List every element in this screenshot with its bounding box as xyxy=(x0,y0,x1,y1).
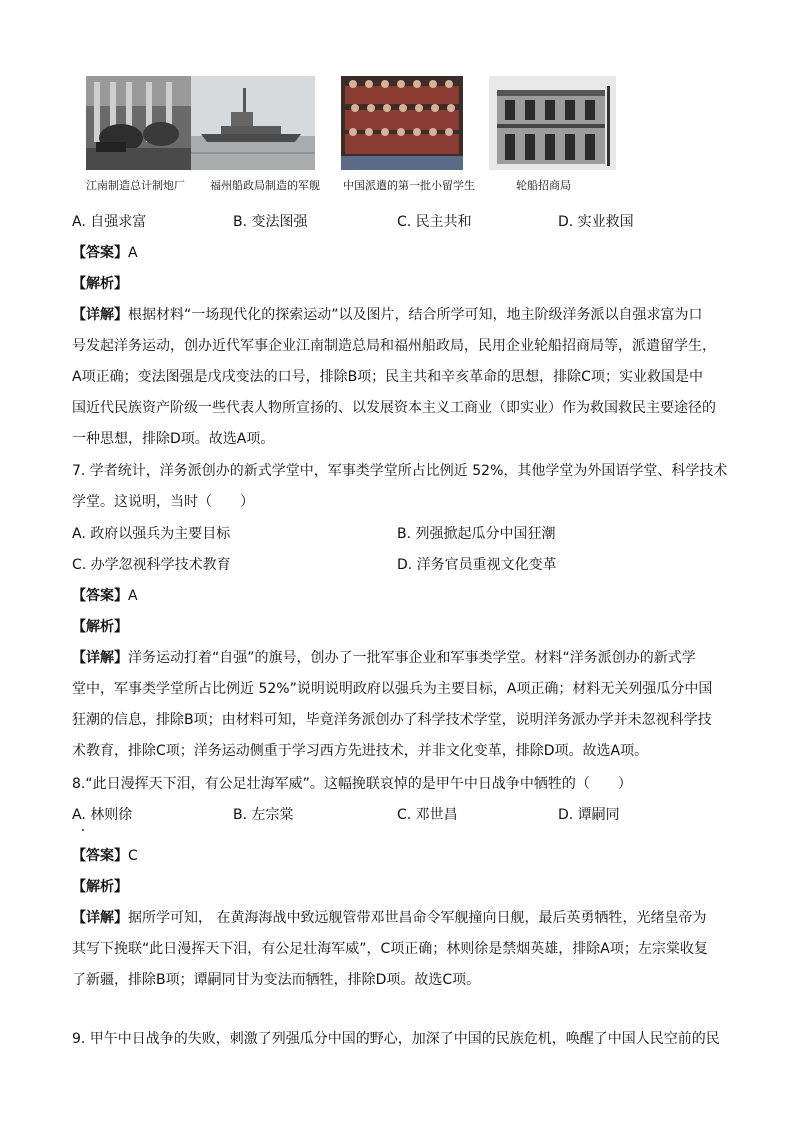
q6-detail-line-3: A项正确；变法图强是戊戌变法的口号，排除B项；民主共和辛亥革命的思想，排除C项；实业救国是中 xyxy=(72,369,703,385)
q7-answer-value: A xyxy=(128,588,138,604)
photo-caption-1: 江南制造总计制炮厂 xyxy=(86,179,185,192)
photo-first-students xyxy=(341,76,463,170)
q7-detail-line-4: 术教育，排除C项；洋务运动侧重于学习西方先进技术，并非文化变革，排除D项。故选A项。 xyxy=(72,743,649,759)
q6-detail-text-1: 根据材料“一场现代化的探索运动”以及图片，结合所学可知，地主阶级洋务派以自强求富为口 xyxy=(128,307,703,323)
q7-detail-line-1 xyxy=(72,643,724,674)
q6-detail-tag: 【详解】 xyxy=(72,307,128,323)
q7-stem-line-2: 学堂。这说明，当时（ ） xyxy=(72,494,254,510)
q7-detail-line-2: 堂中，军事类学堂所占比例近 52%”说明说明政府以强兵为主要目标，A项正确；材料无关列强瓜分中国 xyxy=(72,681,713,697)
q8-analysis-tag: 【解析】 xyxy=(72,879,128,895)
q8-detail-line-1 xyxy=(72,903,724,934)
q6-answer-tag: 【答案】 xyxy=(72,245,128,261)
q8-detail-line-3: 了新疆，排除B项；谭嗣同甘为变法而牺牲，排除D项。故选C项。 xyxy=(72,972,481,988)
q7-detail-line-3: 狂潮的信息，排除B项；由材料可知，毕竟洋务派创办了科学技术学堂，说明洋务派办学并未忽视科学技 xyxy=(72,712,712,728)
photo-caption-3: 中国派遣的第一批小留学生 xyxy=(343,179,475,192)
q7-analysis-tag: 【解析】 xyxy=(72,619,128,635)
q7-stem-line-1: 7. 学者统计，洋务派创办的新式学堂中，军事类学堂所占比例近 52%，其他学堂为外国语学堂、科学技术 xyxy=(72,463,728,479)
q6-answer-value: A xyxy=(128,245,138,261)
q6-option-c: C. 民主共和 xyxy=(397,214,472,230)
q7-option-d: D. 洋务官员重视文化变革 xyxy=(397,557,557,573)
q7-detail-text-1: 洋务运动打着“自强”的旗号，创办了一批军事企业和军事类学堂。材料“洋务派创办的新式学 xyxy=(128,650,696,666)
q7-answer xyxy=(72,586,138,606)
photo-china-merchants-building xyxy=(489,76,616,170)
q7-answer-tag: 【答案】 xyxy=(72,588,128,604)
q8-option-b: B. 左宗棠 xyxy=(233,807,294,823)
q8-stem: 8.“此日漫挥天下泪，有公足壮海军威”。这幅挽联哀悼的是甲午中日战争中牺牲的（ ） xyxy=(72,776,632,792)
stray-dot xyxy=(82,829,84,831)
q8-option-d: D. 谭嗣同 xyxy=(558,807,620,823)
q8-detail xyxy=(72,903,724,996)
q8-answer-value: C xyxy=(128,848,138,864)
q6-detail-line-2: 号发起洋务运动，创办近代军事企业江南制造总局和福州船政局，民用企业轮船招商局等，派遣留学生， xyxy=(72,338,716,354)
q8-option-c: C. 邓世昌 xyxy=(397,807,458,823)
q6-option-b: B. 变法图强 xyxy=(233,214,308,230)
q8-answer-tag: 【答案】 xyxy=(72,848,128,864)
q8-detail-text-1: 据所学可知， 在黄海海战中致远舰管带邓世昌命令军舰撞向日舰，最后英勇牺牲，光绪皇帝为 xyxy=(128,910,707,926)
q8-detail-line-2: 其写下挽联“此日漫挥天下泪，有公足壮海军威”，C项正确；林则徐是禁烟英雄，排除A项；左宗棠收复 xyxy=(72,941,708,957)
q8-detail-tag: 【详解】 xyxy=(72,910,128,926)
q6-detail xyxy=(72,300,724,455)
q6-analysis-tag: 【解析】 xyxy=(72,276,128,292)
q7-detail xyxy=(72,643,724,767)
q9-stem: 9. 甲午中日战争的失败，刺激了列强瓜分中国的野心，加深了中国的民族危机，唤醒了中国人民空前的民 xyxy=(72,1031,720,1047)
q7-option-b: B. 列强掀起瓜分中国狂潮 xyxy=(397,526,556,542)
q6-detail-line-5: 一种思想，排除D项。故选A项。 xyxy=(72,431,275,447)
q8-option-a: A. 林则徐 xyxy=(72,807,133,823)
q8-answer xyxy=(72,846,138,866)
q7-stem xyxy=(72,456,728,518)
q6-answer xyxy=(72,243,138,263)
q6-detail-line-4: 国近代民族资产阶级一些代表人物所宣扬的、以发展资本主义工商业（即实业）作为救国救民主要途径的 xyxy=(72,400,716,416)
q6-detail-line-1 xyxy=(72,300,724,331)
q7-option-a: A. 政府以强兵为主要目标 xyxy=(72,526,231,542)
q7-option-c: C. 办学忽视科学技术教育 xyxy=(72,557,231,573)
photo-jiangnan-arsenal xyxy=(86,76,191,170)
q7-detail-tag: 【详解】 xyxy=(72,650,128,666)
q6-option-a: A. 自强求富 xyxy=(72,214,147,230)
photo-caption-4: 轮船招商局 xyxy=(516,179,571,192)
photo-fuzhou-warship xyxy=(191,76,315,170)
photo-caption-2: 福州船政局制造的军舰 xyxy=(210,179,320,192)
q6-option-d: D. 实业救国 xyxy=(558,214,634,230)
